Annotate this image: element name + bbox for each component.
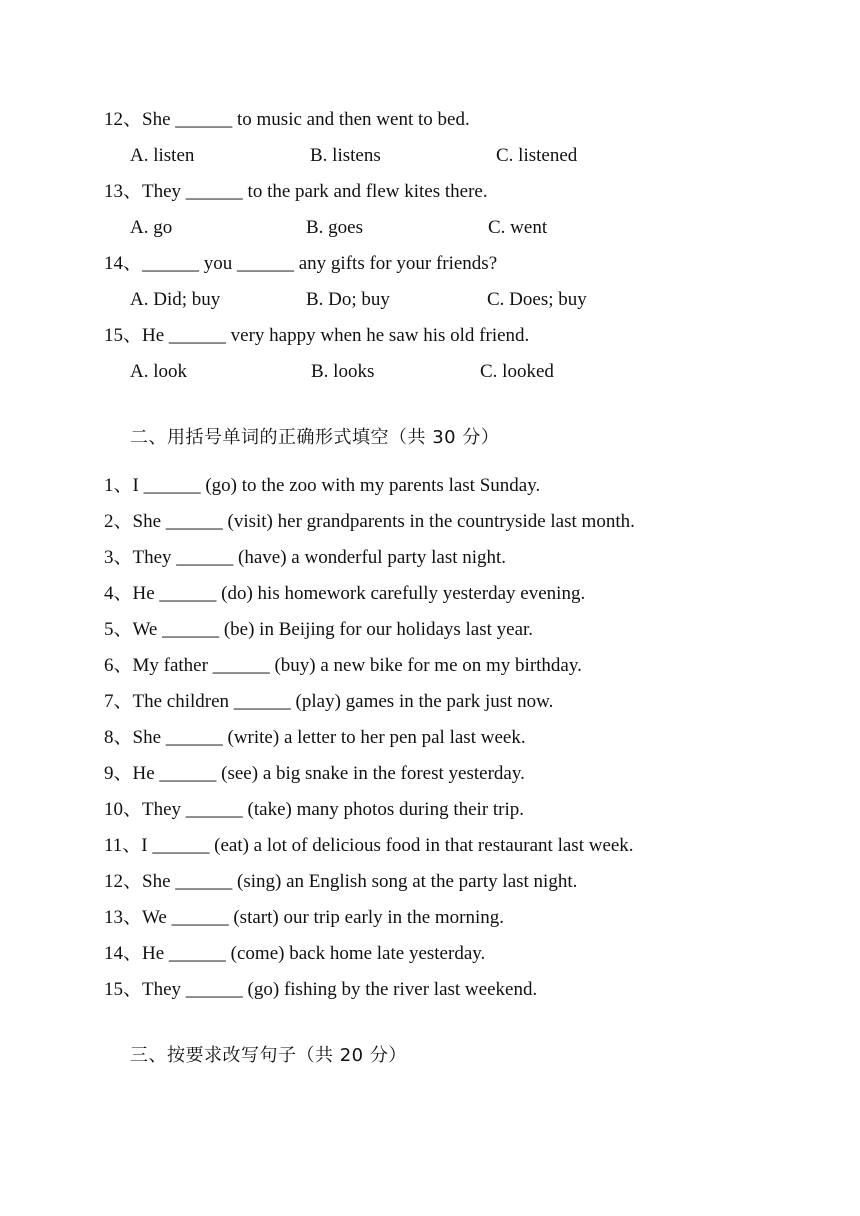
mc-14-option-a: A. Did; buy (130, 289, 221, 310)
fill-item-8: 8、She ______ (write) a letter to her pen pal last week. (104, 727, 526, 748)
fill-item-15: 15、They ______ (go) fishing by the river last weekend. (104, 979, 538, 1000)
fill-item-5: 5、We ______ (be) in Beijing for our holidays last year. (104, 619, 534, 640)
fill-item-11: 11、I ______ (eat) a lot of delicious food in that restaurant last week. (104, 835, 634, 856)
fill-item-14: 14、He ______ (come) back home late yesterday. (104, 943, 486, 964)
mc-question-12: 12、She ______ to music and then went to bed. (104, 109, 470, 130)
fill-item-12: 12、She ______ (sing) an English song at the party last night. (104, 871, 578, 892)
fill-item-13: 13、We ______ (start) our trip early in the morning. (104, 907, 505, 928)
mc-12-option-a: A. listen (130, 145, 195, 166)
mc-15-option-a: A. look (130, 361, 187, 382)
fill-item-2: 2、She ______ (visit) her grandparents in the countryside last month. (104, 511, 635, 532)
mc-15-option-c: C. looked (480, 361, 554, 382)
mc-12-option-c: C. listened (496, 145, 578, 166)
mc-14-option-c: C. Does; buy (487, 289, 587, 310)
fill-item-9: 9、He ______ (see) a big snake in the forest yesterday. (104, 763, 525, 784)
section-3-heading: 三、按要求改写句子（共 20 分） (130, 1045, 407, 1066)
mc-13-option-b: B. goes (306, 217, 363, 238)
mc-15-option-b: B. looks (311, 361, 375, 382)
mc-14-option-b: B. Do; buy (306, 289, 390, 310)
fill-item-4: 4、He ______ (do) his homework carefully yesterday evening. (104, 583, 586, 604)
mc-question-14: 14、______ you ______ any gifts for your friends? (104, 253, 498, 274)
mc-13-option-a: A. go (130, 217, 173, 238)
fill-item-6: 6、My father ______ (buy) a new bike for me on my birthday. (104, 655, 582, 676)
fill-item-1: 1、I ______ (go) to the zoo with my parents last Sunday. (104, 475, 541, 496)
fill-item-7: 7、The children ______ (play) games in the park just now. (104, 691, 554, 712)
section-2-heading: 二、用括号单词的正确形式填空（共 30 分） (130, 427, 500, 448)
mc-question-13: 13、They ______ to the park and flew kites there. (104, 181, 488, 202)
fill-item-10: 10、They ______ (take) many photos during their trip. (104, 799, 525, 820)
fill-item-3: 3、They ______ (have) a wonderful party last night. (104, 547, 507, 568)
mc-question-15: 15、He ______ very happy when he saw his old friend. (104, 325, 530, 346)
mc-13-option-c: C. went (488, 217, 548, 238)
mc-12-option-b: B. listens (310, 145, 381, 166)
